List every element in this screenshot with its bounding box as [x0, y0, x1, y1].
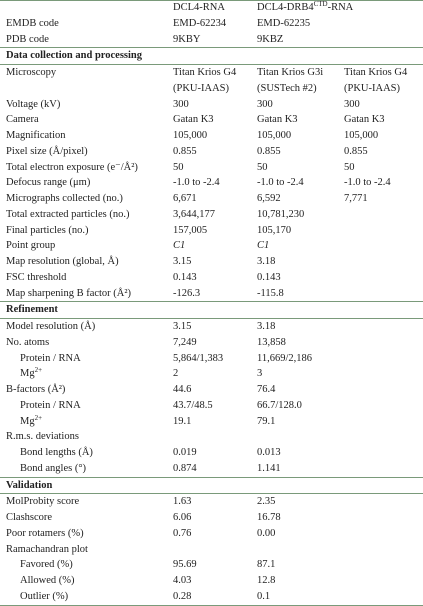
table-row — [0, 526, 423, 542]
table-row — [0, 542, 423, 558]
row-value-c2: 11,669/2,186 — [257, 352, 313, 364]
table-row — [0, 144, 423, 160]
table-row — [0, 238, 423, 254]
row-value-c2: 105,000 — [257, 130, 292, 141]
table-row — [0, 445, 423, 461]
row-label: Point group — [6, 240, 56, 252]
section-title: Validation — [6, 479, 53, 491]
table-row — [0, 398, 423, 414]
table-row — [0, 286, 423, 302]
row-label: Total electron exposure (e⁻/Å²) — [6, 161, 138, 173]
refinement-body — [0, 319, 423, 477]
row-value-c3: 0.855 — [344, 145, 368, 157]
row-value-c3: 50 — [344, 161, 355, 173]
row-label: $Mg^{2+}$ — [20, 413, 43, 427]
table-row — [0, 270, 423, 286]
table-row — [0, 429, 423, 445]
row-value-c2: 6,592 — [257, 193, 281, 204]
row-value-c2: 87.1 — [257, 559, 276, 571]
row-value-c2: 3 — [257, 368, 263, 380]
row-value-c3: (PKU-IAAS) — [344, 82, 400, 94]
row-label: MolProbity score — [6, 496, 80, 508]
row-value-c1: 0.143 — [173, 271, 197, 283]
row-label: No. atoms — [6, 336, 50, 348]
row-value-c1: 3.15 — [173, 256, 192, 267]
row-value-c2: 0.143 — [257, 271, 281, 283]
row-value-c2: 0.855 — [257, 145, 281, 157]
row-value-c1: 5,864/1,383 — [173, 352, 224, 364]
row-value-c2: (SUSTech #2) — [257, 82, 317, 94]
row-value-c1: C1 — [173, 240, 186, 252]
row-value-c2: 2.35 — [257, 496, 276, 508]
row-value-c1: 6,671 — [173, 193, 197, 204]
row-value-c1: 0.874 — [173, 462, 197, 474]
row-label: Total extracted particles (no.) — [6, 208, 130, 220]
row-label: Defocus range (μm) — [6, 177, 91, 189]
row-label: Model resolution (Å) — [6, 321, 96, 332]
row-value-c1: 3,644,177 — [173, 208, 215, 220]
table-row — [0, 366, 423, 382]
section-title: Data collection and processing — [6, 50, 143, 62]
row-value-c2: 10,781,230 — [257, 208, 305, 220]
row-value-c2: 3.18 — [257, 321, 276, 332]
row-value-c3: 105,000 — [344, 130, 379, 141]
header-row-titles — [0, 0, 423, 16]
section-refinement — [0, 301, 423, 319]
table-row — [0, 494, 423, 510]
table-row — [0, 65, 423, 81]
table-row — [0, 510, 423, 526]
row-value-c1: 50 — [173, 161, 184, 173]
row-value-c1: (PKU-IAAS) — [173, 82, 229, 94]
row-label: B-factors (Å²) — [6, 384, 66, 395]
table-row — [0, 207, 423, 223]
row-label: Map resolution (global, Å) — [6, 256, 119, 267]
row-value-c1: 0.855 — [173, 145, 197, 157]
row-value-c2: 76.4 — [257, 384, 276, 395]
table-row — [0, 112, 423, 128]
row-value-c2: 3.18 — [257, 256, 276, 267]
row-label: Protein / RNA — [20, 352, 81, 364]
table-row — [0, 191, 423, 207]
table-row — [0, 461, 423, 477]
header-cell: EMD-62235 — [257, 17, 311, 29]
row-value-c3: -1.0 to -2.4 — [344, 177, 391, 189]
row-value-c1: 44.6 — [173, 384, 192, 395]
data-collection-body — [0, 65, 423, 301]
table-row — [0, 160, 423, 176]
row-value-c2: 0.00 — [257, 527, 276, 539]
header-label: PDB code — [6, 33, 49, 45]
header-cell: 9KBY — [173, 33, 201, 45]
header-label: EMDB code — [6, 17, 59, 29]
header-cell: 9KBZ — [257, 33, 284, 45]
row-label: Microscopy — [6, 67, 57, 78]
table-row — [0, 254, 423, 270]
row-label: Pixel size (Å/pixel) — [6, 145, 88, 157]
row-value-c2: Titan Krios G3i — [257, 67, 324, 78]
table-row — [0, 414, 423, 430]
row-value-c1: 6.06 — [173, 512, 192, 523]
table-row — [0, 557, 423, 573]
row-label: Ramachandran plot — [6, 543, 88, 555]
row-value-c1: 7,249 — [173, 336, 197, 348]
row-label: Magnification — [6, 130, 66, 141]
row-value-c1: 105,000 — [173, 130, 208, 141]
row-label: Final particles (no.) — [6, 224, 89, 236]
row-value-c2: 50 — [257, 161, 268, 173]
row-value-c3: Titan Krios G4 — [344, 67, 408, 78]
table-row — [0, 175, 423, 191]
row-value-c2: 16.78 — [257, 512, 281, 523]
row-value-c1: 2 — [173, 368, 179, 380]
row-value-c2: 0.013 — [257, 447, 281, 458]
row-value-c2: -1.0 to -2.4 — [257, 177, 304, 189]
row-label: Allowed (%) — [20, 575, 75, 586]
section-data-collection — [0, 48, 423, 65]
table-row — [0, 97, 423, 113]
row-value-c1: -126.3 — [173, 287, 201, 299]
row-label: Micrographs collected (no.) — [6, 193, 123, 204]
row-label: Favored (%) — [20, 559, 73, 571]
table-row — [0, 128, 423, 144]
header-col-dcl4-rna: DCL4-RNA — [173, 2, 225, 13]
row-value-c1: 157,005 — [173, 224, 208, 236]
header-cell: EMD-62234 — [173, 17, 227, 29]
header-row-pdb — [0, 32, 423, 49]
row-value-c1: 0.76 — [173, 527, 192, 539]
row-value-c1: Gatan K3 — [173, 114, 214, 126]
header-row-emdb — [0, 16, 423, 32]
row-value-c1: 4.03 — [173, 575, 192, 586]
row-value-c3: 7,771 — [344, 193, 368, 204]
row-value-c2: -115.8 — [257, 287, 284, 299]
row-value-c2: 0.1 — [257, 590, 271, 602]
row-value-c2: 300 — [257, 98, 273, 110]
table-row — [0, 351, 423, 367]
table-row — [0, 223, 423, 239]
section-validation — [0, 477, 423, 495]
row-value-c1: 95.69 — [173, 559, 197, 571]
table-row — [0, 319, 423, 335]
row-value-c2: 79.1 — [257, 415, 276, 427]
row-value-c2: 105,170 — [257, 224, 292, 236]
row-value-c1: 19.1 — [173, 415, 192, 427]
row-label: Poor rotamers (%) — [6, 527, 84, 539]
validation-body — [0, 494, 423, 605]
row-value-c2: 66.7/128.0 — [257, 399, 302, 411]
row-label: Map sharpening B factor (Å²) — [6, 287, 132, 299]
row-value-c1: 0.019 — [173, 447, 197, 458]
row-value-c1: 43.7/48.5 — [173, 399, 213, 411]
row-label: FSC threshold — [6, 271, 67, 283]
row-value-c2: 1.141 — [257, 462, 281, 474]
row-value-c2: C1 — [257, 240, 270, 252]
row-label: Bond angles (°) — [20, 462, 87, 474]
row-label: Bond lengths (Å) — [20, 447, 93, 458]
row-label: Protein / RNA — [20, 399, 81, 411]
row-value-c1: Titan Krios G4 — [173, 67, 237, 78]
row-label: $Mg^{2+}$ — [20, 366, 43, 380]
row-value-c2: Gatan K3 — [257, 114, 298, 126]
row-value-c1: -1.0 to -2.4 — [173, 177, 220, 189]
section-title: Refinement — [6, 304, 58, 316]
table-row — [0, 81, 423, 97]
row-label: Outlier (%) — [20, 590, 69, 602]
row-value-c1: 300 — [173, 98, 189, 110]
row-value-c2: 13,858 — [257, 336, 286, 348]
row-label: R.m.s. deviations — [6, 431, 79, 443]
row-label: Camera — [6, 114, 39, 126]
table-row — [0, 573, 423, 589]
table-row — [0, 335, 423, 351]
header-col-dcl4-drb4: $DCL4-DRB4^{CTD}$-RNA — [257, 0, 354, 13]
row-value-c1: 1.63 — [173, 496, 192, 508]
row-value-c1: 0.28 — [173, 590, 192, 602]
row-label: Voltage (kV) — [6, 98, 61, 110]
row-value-c3: 300 — [344, 98, 360, 110]
row-label: Clashscore — [6, 512, 53, 523]
row-value-c3: Gatan K3 — [344, 114, 385, 126]
table-row — [0, 589, 423, 606]
row-value-c1: 3.15 — [173, 321, 192, 332]
table-row — [0, 382, 423, 398]
row-value-c2: 12.8 — [257, 575, 276, 586]
